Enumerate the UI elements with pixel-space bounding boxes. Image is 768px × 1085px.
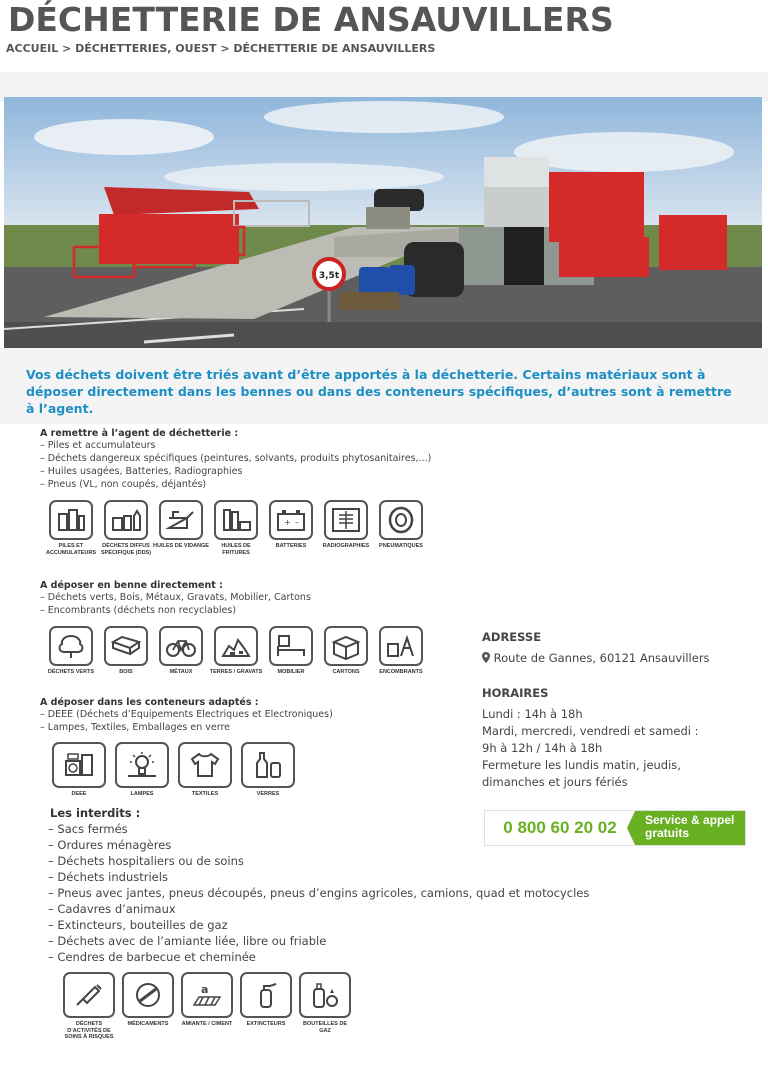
icon-label: RADIOGRAPHIES (322, 543, 370, 549)
car-battery-icon (269, 500, 313, 540)
icon-label: VERRES (256, 791, 280, 797)
benne-icon-cell (319, 626, 373, 676)
interdits-icon-cell (119, 972, 177, 1041)
address-text: Route de Gannes, 60121 Ansauvillers (493, 651, 710, 665)
battery-cells-icon (49, 500, 93, 540)
bicycle-icon (159, 626, 203, 666)
gas-bottle-icon (299, 972, 351, 1018)
benne-icons (44, 626, 429, 676)
oil-can-icon (159, 500, 203, 540)
address-line[interactable] (482, 650, 710, 668)
benne-icon-cell (374, 626, 428, 676)
pallet-icon (104, 626, 148, 666)
xray-icon (324, 500, 368, 540)
icon-label: PNEUMATIQUES (379, 543, 423, 549)
cardboard-box-icon (324, 626, 368, 666)
benne-icon-cell (99, 626, 153, 676)
agent-icon-cell (44, 500, 98, 556)
conteneurs-icon-cell (237, 742, 299, 798)
extinguisher-icon (240, 972, 292, 1018)
interdit-item: – Pneus avec jantes, pneus découpés, pneus d’engins agricoles, camions, quad et motocycles (48, 886, 590, 900)
hours-heading: HORAIRES (482, 686, 549, 700)
bed-icon (269, 626, 313, 666)
svg-text:a: a (201, 983, 209, 996)
benne-icon-cell (209, 626, 263, 676)
icon-label: BATTERIES (275, 543, 307, 549)
hours-line: Mardi, mercredi, vendredi et samedi : (482, 724, 699, 738)
breadcrumb[interactable]: ACCUEIL > DÉCHETTERIES, OUEST > DÉCHETTERIE DE ANSAUVILLERS (6, 42, 436, 55)
conteneurs-heading: A déposer dans les conteneurs adaptés : (40, 697, 259, 708)
icon-label: TERRES / GRAVATS (209, 669, 263, 675)
icon-label: BOUTEILLES DE GAZ (302, 1021, 347, 1034)
hours-line: Lundi : 14h à 18h (482, 707, 583, 721)
agent-icon-cell (209, 500, 263, 556)
icon-label: PILES ET ACCUMULATEURS (45, 543, 96, 556)
medicine-icon (122, 972, 174, 1018)
icon-label: BOIS (119, 669, 133, 675)
site-photo (4, 97, 762, 348)
agent-icon-cell (99, 500, 153, 556)
agent-icon-cell (154, 500, 208, 556)
interdit-item: – Cadavres d’animaux (48, 902, 176, 916)
agent-icon-cell (374, 500, 428, 556)
hours-line: 9h à 12h / 14h à 18h (482, 741, 603, 755)
interdits-heading: Les interdits : (50, 806, 141, 820)
benne-icon-cell (154, 626, 208, 676)
conteneurs-icon-cell (111, 742, 173, 798)
phone-tag-line: gratuits (645, 826, 690, 840)
interdits-icon-cell (60, 972, 118, 1041)
icon-label: MOBILIER (277, 669, 305, 675)
agent-item: – Pneus (VL, non coupés, déjantés) (40, 479, 207, 490)
icon-label: MÉTAUX (169, 669, 193, 675)
benne-icon-cell (264, 626, 318, 676)
tree-icon (49, 626, 93, 666)
agent-icon-cell (264, 500, 318, 556)
tshirt-icon (178, 742, 232, 788)
icon-label: MÉDICAMENTS (127, 1021, 169, 1027)
interdits-icons (60, 972, 355, 1041)
phone-banner[interactable] (484, 810, 746, 846)
conteneurs-icon-cell (48, 742, 110, 798)
icon-label: LAMPES (130, 791, 154, 797)
conteneurs-icons (48, 742, 300, 798)
bulky-items-icon (379, 626, 423, 666)
tire-icon (379, 500, 423, 540)
icon-label: HUILES DE FRITURES (221, 543, 251, 556)
conteneurs-icon-cell (174, 742, 236, 798)
rubble-icon (214, 626, 258, 666)
agent-item: – Déchets dangereux spécifiques (peintures, solvants, produits phytosanitaires,...) (40, 453, 432, 464)
interdit-item: – Sacs fermés (48, 822, 128, 836)
icon-label: AMIANTE / CIMENT (181, 1021, 233, 1027)
benne-heading: A déposer en benne directement : (40, 580, 223, 591)
site-photo-illustration (4, 97, 762, 348)
benne-item: – Encombrants (déchets non recyclables) (40, 605, 237, 616)
interdits-icon-cell (296, 972, 354, 1041)
paint-cans-icon (104, 500, 148, 540)
interdits-icon-cell (237, 972, 295, 1041)
intro-text: Vos déchets doivent être triés avant d’être apportés à la déchetterie. Certains matériaux sont à déposer directement dans les bennes ou dans des conteneurs spécifiques, d’autres sont à remettre à l’agent. (26, 367, 732, 416)
svg-text:+: + (284, 518, 291, 527)
benne-item: – Déchets verts, Bois, Métaux, Gravats, Mobilier, Cartons (40, 592, 311, 603)
icon-label: TEXTILES (191, 791, 219, 797)
glass-bottles-icon (241, 742, 295, 788)
interdit-item: – Cendres de barbecue et cheminée (48, 950, 256, 964)
agent-icon-cell (319, 500, 373, 556)
lamp-icon (115, 742, 169, 788)
agent-heading: A remettre à l’agent de déchetterie : (40, 428, 239, 439)
icon-label: EXTINCTEURS (246, 1021, 286, 1027)
appliances-icon (52, 742, 106, 788)
map-pin-icon (482, 652, 490, 663)
interdit-item: – Déchets avec de l’amiante liée, libre ou friable (48, 934, 327, 948)
interdits-icon-cell (178, 972, 236, 1041)
asbestos-icon (181, 972, 233, 1018)
interdit-item: – Extincteurs, bouteilles de gaz (48, 918, 228, 932)
conteneurs-item: – DEEE (Déchets d’Equipements Electriques et Electroniques) (40, 709, 333, 720)
icon-label: CARTONS (332, 669, 360, 675)
interdit-item: – Déchets hospitaliers ou de soins (48, 854, 244, 868)
hours-line: Fermeture les lundis matin, jeudis, (482, 758, 681, 772)
syringe-icon (63, 972, 115, 1018)
icon-label: DÉCHETS DIFFUS SPÉCIFIQUE (DDS) (100, 543, 152, 556)
page-title: DÉCHETTERIE DE ANSAUVILLERS (8, 0, 614, 39)
hours-line: dimanches et jours fériés (482, 775, 628, 789)
weight-limit-text: 3,5t (318, 271, 340, 281)
svg-text:–: – (295, 518, 299, 527)
conteneurs-item: – Lampes, Textiles, Emballages en verre (40, 722, 231, 733)
icon-label: DÉCHETS D’ACTIVITÉS DE SOINS À RISQUES (64, 1021, 114, 1040)
phone-tag-line: Service & appel (645, 813, 735, 827)
agent-item: – Huiles usagées, Batteries, Radiographies (40, 466, 243, 477)
icon-label: HUILES DE VIDANGE (153, 543, 209, 549)
icon-label: DEEE (71, 791, 87, 797)
interdit-item: – Ordures ménagères (48, 838, 172, 852)
phone-service-tag (635, 811, 745, 845)
icon-label: DÉCHETS VERTS (47, 669, 95, 675)
address-heading: ADRESSE (482, 630, 542, 644)
agent-item: – Piles et accumulateurs (40, 440, 156, 451)
agent-icons (44, 500, 429, 556)
benne-icon-cell (44, 626, 98, 676)
interdit-item: – Déchets industriels (48, 870, 168, 884)
fryer-oil-icon (214, 500, 258, 540)
phone-number[interactable]: 0 800 60 20 02 (485, 811, 635, 845)
icon-label: ENCOMBRANTS (379, 669, 423, 675)
